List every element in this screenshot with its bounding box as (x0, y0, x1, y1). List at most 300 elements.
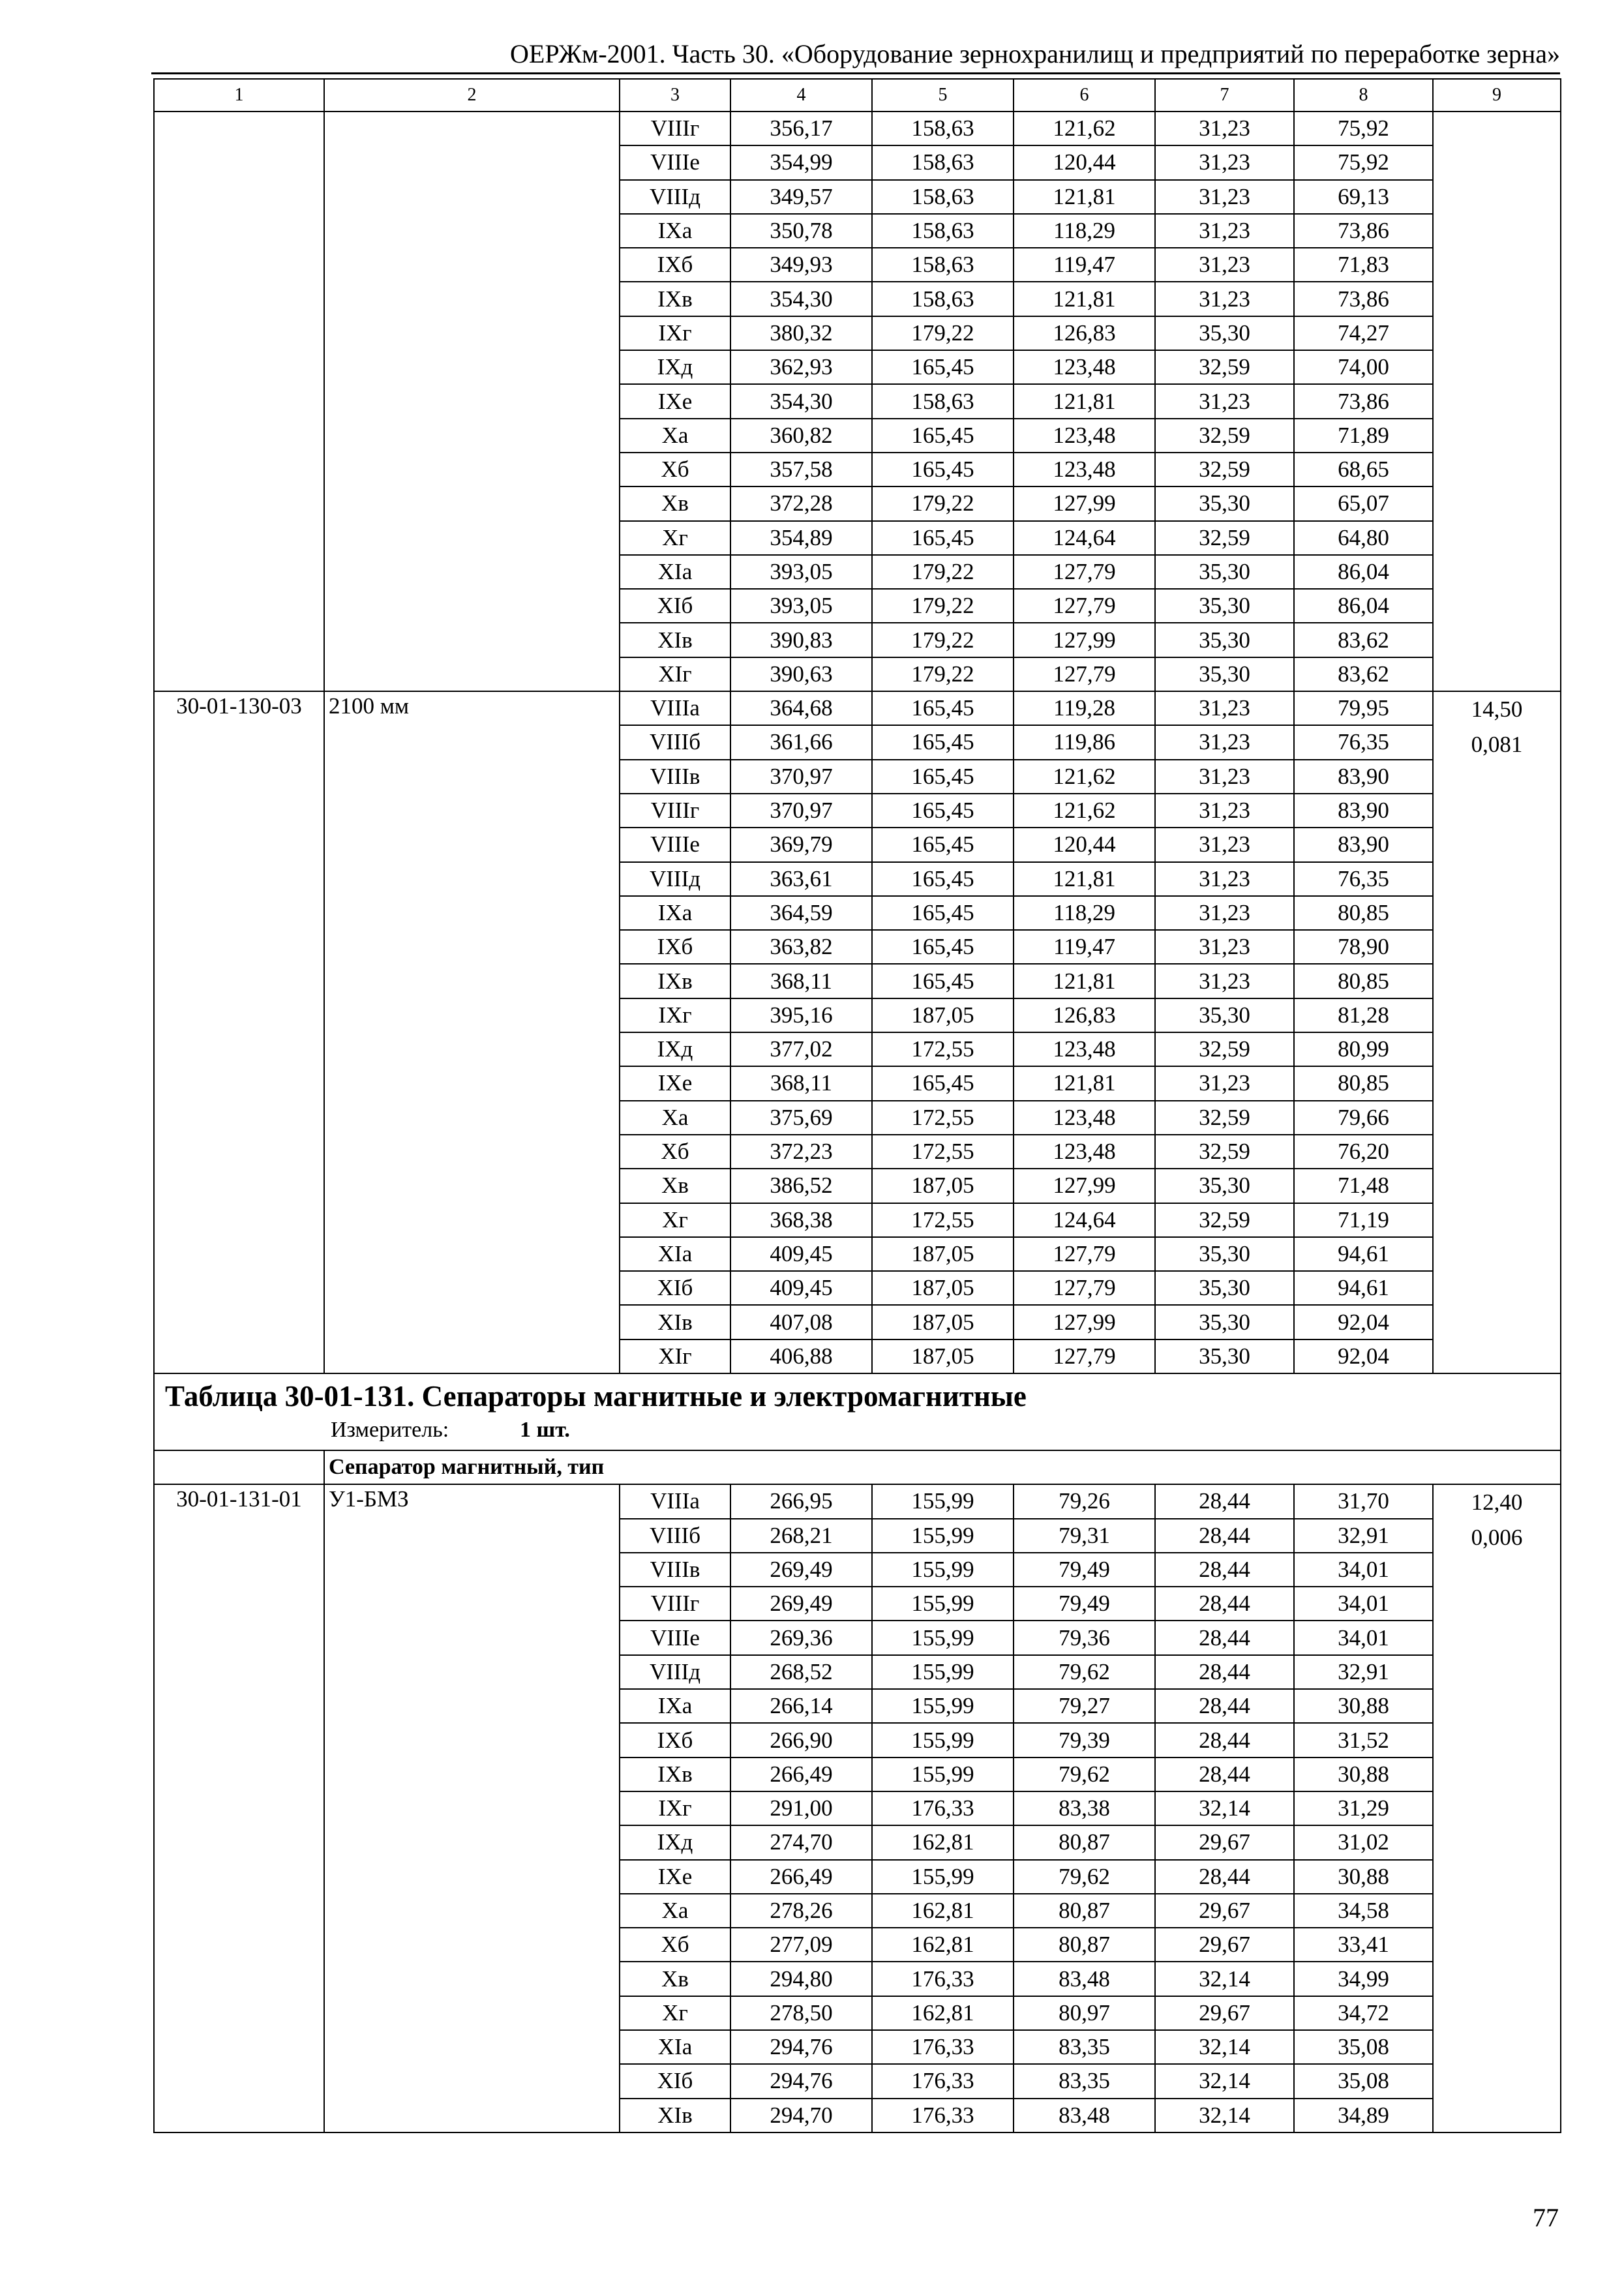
value-cell: 32,14 (1155, 2030, 1294, 2064)
value-cell: 123,48 (1014, 1032, 1155, 1066)
zone-cell: VIIIе (620, 1621, 730, 1654)
value-cell: 277,09 (730, 1928, 872, 1962)
value-cell: 354,30 (730, 384, 872, 418)
column-number: 4 (730, 79, 872, 112)
value-cell: 370,97 (730, 794, 872, 828)
value-cell: 29,67 (1155, 1894, 1294, 1928)
value-cell: 31,23 (1155, 794, 1294, 828)
value-cell: 172,55 (872, 1032, 1014, 1066)
zone-cell: VIIIд (620, 180, 730, 214)
zone-cell: Xа (620, 419, 730, 453)
value-cell: 80,87 (1014, 1894, 1155, 1928)
value-cell: 155,99 (872, 1860, 1014, 1894)
value-cell: 127,79 (1014, 1339, 1155, 1373)
value-cell: 123,48 (1014, 1101, 1155, 1135)
value-cell: 80,85 (1294, 964, 1433, 998)
value-cell: 158,63 (872, 145, 1014, 179)
value-cell: 32,14 (1155, 2064, 1294, 2098)
value-cell: 266,14 (730, 1689, 872, 1723)
header-rule (151, 72, 1560, 74)
zone-cell: Xа (620, 1101, 730, 1135)
value-cell: 83,62 (1294, 623, 1433, 657)
value-cell: 31,23 (1155, 896, 1294, 930)
value-cell: 31,70 (1294, 1484, 1433, 1518)
zone-cell: IXа (620, 214, 730, 248)
value-cell: 187,05 (872, 1305, 1014, 1339)
value-cell: 409,45 (730, 1237, 872, 1271)
table-title-row (154, 1373, 1561, 1450)
value-cell: 370,97 (730, 760, 872, 794)
value-cell: 35,30 (1155, 1305, 1294, 1339)
value-cell: 34,01 (1294, 1621, 1433, 1654)
code-cell (154, 112, 324, 691)
value-cell: 124,64 (1014, 1203, 1155, 1237)
column-number: 2 (324, 79, 620, 112)
value-cell: 35,30 (1155, 1271, 1294, 1305)
value-cell: 119,47 (1014, 248, 1155, 282)
value-cell: 28,44 (1155, 1553, 1294, 1587)
column-number: 9 (1433, 79, 1561, 112)
value-cell: 390,83 (730, 623, 872, 657)
value-cell: 176,33 (872, 2030, 1014, 2064)
value-cell: 31,52 (1294, 1723, 1433, 1757)
value-cell: 361,66 (730, 725, 872, 759)
value-cell: 31,23 (1155, 1066, 1294, 1100)
value-cell: 123,48 (1014, 1135, 1155, 1169)
value-cell: 79,26 (1014, 1484, 1155, 1518)
value-cell: 172,55 (872, 1203, 1014, 1237)
value-cell: 176,33 (872, 1962, 1014, 1996)
column-number: 7 (1155, 79, 1294, 112)
value-cell: 123,48 (1014, 419, 1155, 453)
value-cell: 33,41 (1294, 1928, 1433, 1962)
value-cell: 294,76 (730, 2030, 872, 2064)
measure-value: 1 шт. (520, 1417, 570, 1442)
value-cell: 349,57 (730, 180, 872, 214)
value-cell: 121,62 (1014, 112, 1155, 145)
zone-cell: IXв (620, 282, 730, 316)
value-cell: 406,88 (730, 1339, 872, 1373)
zone-cell: XIв (620, 623, 730, 657)
value-cell: 31,23 (1155, 760, 1294, 794)
value-cell: 121,62 (1014, 794, 1155, 828)
value-cell: 127,99 (1014, 623, 1155, 657)
value-cell: 165,45 (872, 828, 1014, 861)
zone-cell: XIб (620, 2064, 730, 2098)
value-cell: 409,45 (730, 1271, 872, 1305)
zone-cell: XIг (620, 1339, 730, 1373)
value-cell: 71,48 (1294, 1169, 1433, 1203)
zone-cell: VIIIд (620, 862, 730, 896)
value-cell: 80,85 (1294, 1066, 1433, 1100)
zone-cell: Xв (620, 486, 730, 520)
value-cell: 127,79 (1014, 589, 1155, 623)
value-cell: 158,63 (872, 282, 1014, 316)
zone-cell: XIб (620, 1271, 730, 1305)
zone-cell: Xб (620, 1928, 730, 1962)
value-cell: 278,26 (730, 1894, 872, 1928)
value-cell: 179,22 (872, 589, 1014, 623)
value-cell: 79,39 (1014, 1723, 1155, 1757)
value-cell: 92,04 (1294, 1339, 1433, 1373)
value-cell: 73,86 (1294, 384, 1433, 418)
value-cell: 393,05 (730, 589, 872, 623)
value-cell: 30,88 (1294, 1860, 1433, 1894)
value-cell: 158,63 (872, 180, 1014, 214)
value-cell: 94,61 (1294, 1237, 1433, 1271)
value-cell: 165,45 (872, 419, 1014, 453)
value-cell: 162,81 (872, 1894, 1014, 1928)
value-cell: 34,99 (1294, 1962, 1433, 1996)
zone-cell: VIIIб (620, 725, 730, 759)
zone-cell: IXа (620, 896, 730, 930)
zone-cell: VIIIа (620, 691, 730, 725)
value-cell: 357,58 (730, 453, 872, 486)
value-cell: 363,61 (730, 862, 872, 896)
value-cell: 34,01 (1294, 1553, 1433, 1587)
value-cell: 118,29 (1014, 214, 1155, 248)
value-cell: 79,36 (1014, 1621, 1155, 1654)
value-cell: 31,23 (1155, 384, 1294, 418)
measure-label: Измеритель: (331, 1417, 449, 1442)
value-cell: 80,85 (1294, 896, 1433, 930)
value-cell: 121,81 (1014, 964, 1155, 998)
page-number: 77 (1533, 2203, 1559, 2232)
value-cell: 165,45 (872, 930, 1014, 964)
col9-value: 12,40 (1471, 1489, 1523, 1516)
value-cell: 155,99 (872, 1758, 1014, 1791)
col9-cell (1433, 112, 1561, 691)
value-cell: 278,50 (730, 1996, 872, 2030)
zone-cell: Xв (620, 1169, 730, 1203)
value-cell: 165,45 (872, 691, 1014, 725)
zone-cell: VIIIд (620, 1655, 730, 1689)
value-cell: 80,87 (1014, 1928, 1155, 1962)
value-cell: 291,00 (730, 1791, 872, 1825)
value-cell: 126,83 (1014, 316, 1155, 350)
zone-cell: XIа (620, 2030, 730, 2064)
zone-cell: Xв (620, 1962, 730, 1996)
value-cell: 79,95 (1294, 691, 1433, 725)
value-cell: 83,48 (1014, 2099, 1155, 2132)
value-cell: 368,38 (730, 1203, 872, 1237)
value-cell: 187,05 (872, 1339, 1014, 1373)
rates-table (153, 78, 1561, 2133)
value-cell: 179,22 (872, 623, 1014, 657)
value-cell: 158,63 (872, 214, 1014, 248)
value-cell: 31,23 (1155, 862, 1294, 896)
value-cell: 73,86 (1294, 282, 1433, 316)
value-cell: 35,30 (1155, 589, 1294, 623)
column-number: 5 (872, 79, 1014, 112)
zone-cell: IXе (620, 384, 730, 418)
value-cell: 119,28 (1014, 691, 1155, 725)
value-cell: 162,81 (872, 1996, 1014, 2030)
value-cell: 120,44 (1014, 828, 1155, 861)
table-row (154, 1484, 1561, 1518)
zone-cell: Xб (620, 453, 730, 486)
value-cell: 354,99 (730, 145, 872, 179)
value-cell: 71,89 (1294, 419, 1433, 453)
value-cell: 165,45 (872, 350, 1014, 384)
value-cell: 119,47 (1014, 930, 1155, 964)
value-cell: 380,32 (730, 316, 872, 350)
value-cell: 31,02 (1294, 1825, 1433, 1859)
value-cell: 35,30 (1155, 1169, 1294, 1203)
value-cell: 83,35 (1014, 2064, 1155, 2098)
value-cell: 32,59 (1155, 453, 1294, 486)
value-cell: 32,59 (1155, 419, 1294, 453)
zone-cell: IXд (620, 350, 730, 384)
code-cell: 30-01-131-01 (154, 1484, 324, 2132)
value-cell: 269,49 (730, 1553, 872, 1587)
zone-cell: IXв (620, 964, 730, 998)
value-cell: 75,92 (1294, 112, 1433, 145)
value-cell: 362,93 (730, 350, 872, 384)
value-cell: 32,91 (1294, 1655, 1433, 1689)
value-cell: 176,33 (872, 2064, 1014, 2098)
col9-value: 0,006 (1471, 1524, 1523, 1550)
value-cell: 162,81 (872, 1825, 1014, 1859)
value-cell: 83,90 (1294, 794, 1433, 828)
value-cell: 372,28 (730, 486, 872, 520)
value-cell: 94,61 (1294, 1271, 1433, 1305)
zone-cell: IXа (620, 1689, 730, 1723)
value-cell: 34,89 (1294, 2099, 1433, 2132)
zone-cell: IXв (620, 1758, 730, 1791)
col9-cell (1433, 1484, 1561, 2132)
value-cell: 176,33 (872, 1791, 1014, 1825)
zone-cell: VIIIв (620, 1553, 730, 1587)
value-cell: 126,83 (1014, 998, 1155, 1032)
zone-cell: VIIIг (620, 1587, 730, 1621)
value-cell: 79,66 (1294, 1101, 1433, 1135)
zone-cell: IXд (620, 1032, 730, 1066)
value-cell: 356,17 (730, 112, 872, 145)
zone-cell: XIа (620, 555, 730, 589)
value-cell: 79,62 (1014, 1860, 1155, 1894)
value-cell: 69,13 (1294, 180, 1433, 214)
value-cell: 121,81 (1014, 282, 1155, 316)
value-cell: 28,44 (1155, 1689, 1294, 1723)
zone-cell: VIIIе (620, 145, 730, 179)
value-cell: 35,30 (1155, 316, 1294, 350)
column-number: 8 (1294, 79, 1433, 112)
value-cell: 266,90 (730, 1723, 872, 1757)
value-cell: 83,35 (1014, 2030, 1155, 2064)
value-cell: 121,81 (1014, 384, 1155, 418)
subtitle-cell: Сепаратор магнитный, тип (324, 1450, 1561, 1484)
value-cell: 71,83 (1294, 248, 1433, 282)
value-cell: 86,04 (1294, 589, 1433, 623)
value-cell: 375,69 (730, 1101, 872, 1135)
value-cell: 31,23 (1155, 691, 1294, 725)
column-number: 1 (154, 79, 324, 112)
value-cell: 35,08 (1294, 2064, 1433, 2098)
code-cell: 30-01-130-03 (154, 691, 324, 1373)
value-cell: 68,65 (1294, 453, 1433, 486)
value-cell: 32,59 (1155, 1203, 1294, 1237)
value-cell: 269,49 (730, 1587, 872, 1621)
value-cell: 31,23 (1155, 248, 1294, 282)
value-cell: 83,90 (1294, 760, 1433, 794)
value-cell: 176,33 (872, 2099, 1014, 2132)
value-cell: 79,62 (1014, 1655, 1155, 1689)
value-cell: 127,99 (1014, 1169, 1155, 1203)
value-cell: 155,99 (872, 1723, 1014, 1757)
value-cell: 187,05 (872, 1169, 1014, 1203)
zone-cell: IXе (620, 1860, 730, 1894)
value-cell: 121,81 (1014, 180, 1155, 214)
value-cell: 79,62 (1014, 1758, 1155, 1791)
value-cell: 268,52 (730, 1655, 872, 1689)
name-cell: У1-БМЗ (324, 1484, 620, 2132)
value-cell: 34,72 (1294, 1996, 1433, 2030)
value-cell: 28,44 (1155, 1621, 1294, 1654)
value-cell: 32,14 (1155, 2099, 1294, 2132)
value-cell: 32,14 (1155, 1791, 1294, 1825)
zone-cell: IXг (620, 1791, 730, 1825)
value-cell: 266,49 (730, 1860, 872, 1894)
value-cell: 80,97 (1014, 1996, 1155, 2030)
value-cell: 28,44 (1155, 1758, 1294, 1791)
value-cell: 172,55 (872, 1101, 1014, 1135)
value-cell: 127,99 (1014, 1305, 1155, 1339)
value-cell: 74,00 (1294, 350, 1433, 384)
value-cell: 83,90 (1294, 828, 1433, 861)
zone-cell: XIа (620, 1237, 730, 1271)
zone-cell: IXе (620, 1066, 730, 1100)
zone-cell: XIв (620, 1305, 730, 1339)
value-cell: 75,92 (1294, 145, 1433, 179)
value-cell: 155,99 (872, 1689, 1014, 1723)
value-cell: 155,99 (872, 1587, 1014, 1621)
value-cell: 294,70 (730, 2099, 872, 2132)
subtitle-spacer (154, 1450, 324, 1484)
value-cell: 369,79 (730, 828, 872, 861)
value-cell: 165,45 (872, 862, 1014, 896)
value-cell: 127,79 (1014, 1237, 1155, 1271)
value-cell: 74,27 (1294, 316, 1433, 350)
value-cell: 266,95 (730, 1484, 872, 1518)
value-cell: 83,48 (1014, 1962, 1155, 1996)
value-cell: 64,80 (1294, 521, 1433, 555)
value-cell: 172,55 (872, 1135, 1014, 1169)
value-cell: 179,22 (872, 555, 1014, 589)
zone-cell: XIг (620, 657, 730, 691)
value-cell: 179,22 (872, 486, 1014, 520)
value-cell: 121,62 (1014, 760, 1155, 794)
value-cell: 35,30 (1155, 486, 1294, 520)
column-number: 6 (1014, 79, 1155, 112)
value-cell: 165,45 (872, 794, 1014, 828)
col9-cell (1433, 691, 1561, 1373)
value-cell: 393,05 (730, 555, 872, 589)
value-cell: 34,01 (1294, 1587, 1433, 1621)
value-cell: 120,44 (1014, 145, 1155, 179)
value-cell: 121,81 (1014, 862, 1155, 896)
value-cell: 34,58 (1294, 1894, 1433, 1928)
value-cell: 28,44 (1155, 1484, 1294, 1518)
value-cell: 179,22 (872, 316, 1014, 350)
value-cell: 155,99 (872, 1519, 1014, 1553)
value-cell: 35,30 (1155, 1339, 1294, 1373)
value-cell: 32,91 (1294, 1519, 1433, 1553)
value-cell: 155,99 (872, 1655, 1014, 1689)
value-cell: 32,59 (1155, 1101, 1294, 1135)
value-cell: 29,67 (1155, 1928, 1294, 1962)
value-cell: 35,30 (1155, 555, 1294, 589)
value-cell: 165,45 (872, 521, 1014, 555)
value-cell: 165,45 (872, 453, 1014, 486)
value-cell: 407,08 (730, 1305, 872, 1339)
value-cell: 73,86 (1294, 214, 1433, 248)
value-cell: 127,79 (1014, 1271, 1155, 1305)
zone-cell: Xб (620, 1135, 730, 1169)
value-cell: 79,27 (1014, 1689, 1155, 1723)
value-cell: 155,99 (872, 1553, 1014, 1587)
value-cell: 269,36 (730, 1621, 872, 1654)
value-cell: 35,30 (1155, 657, 1294, 691)
value-cell: 83,62 (1294, 657, 1433, 691)
value-cell: 30,88 (1294, 1689, 1433, 1723)
column-number: 3 (620, 79, 730, 112)
value-cell: 32,14 (1155, 1962, 1294, 1996)
value-cell: 29,67 (1155, 1996, 1294, 2030)
value-cell: 35,08 (1294, 2030, 1433, 2064)
table-row (154, 112, 1561, 145)
value-cell: 368,11 (730, 1066, 872, 1100)
value-cell: 165,45 (872, 760, 1014, 794)
value-cell: 78,90 (1294, 930, 1433, 964)
value-cell: 65,07 (1294, 486, 1433, 520)
value-cell: 363,82 (730, 930, 872, 964)
zone-cell: VIIIг (620, 112, 730, 145)
zone-cell: IXг (620, 316, 730, 350)
value-cell: 158,63 (872, 248, 1014, 282)
value-cell: 158,63 (872, 112, 1014, 145)
value-cell: 83,38 (1014, 1791, 1155, 1825)
value-cell: 76,20 (1294, 1135, 1433, 1169)
zone-cell: VIIIе (620, 828, 730, 861)
value-cell: 179,22 (872, 657, 1014, 691)
value-cell: 165,45 (872, 896, 1014, 930)
value-cell: 92,04 (1294, 1305, 1433, 1339)
table-row (154, 691, 1561, 725)
value-cell: 31,23 (1155, 828, 1294, 861)
value-cell: 32,59 (1155, 350, 1294, 384)
value-cell: 76,35 (1294, 725, 1433, 759)
zone-cell: VIIIб (620, 1519, 730, 1553)
value-cell: 121,81 (1014, 1066, 1155, 1100)
zone-cell: IXб (620, 248, 730, 282)
subtitle-row (154, 1450, 1561, 1484)
value-cell: 165,45 (872, 725, 1014, 759)
value-cell: 165,45 (872, 964, 1014, 998)
value-cell: 360,82 (730, 419, 872, 453)
value-cell: 390,63 (730, 657, 872, 691)
value-cell: 31,23 (1155, 282, 1294, 316)
value-cell: 155,99 (872, 1484, 1014, 1518)
value-cell: 118,29 (1014, 896, 1155, 930)
value-cell: 386,52 (730, 1169, 872, 1203)
zone-cell: Xг (620, 1203, 730, 1237)
table-title-cell (154, 1373, 1561, 1450)
value-cell: 123,48 (1014, 350, 1155, 384)
zone-cell: Xг (620, 1996, 730, 2030)
value-cell: 294,76 (730, 2064, 872, 2098)
value-cell: 28,44 (1155, 1519, 1294, 1553)
